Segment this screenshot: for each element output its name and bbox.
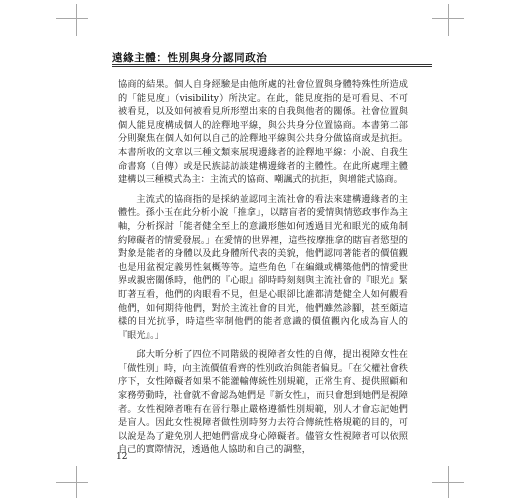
crop-mark-bottom-right-h	[432, 482, 464, 483]
crop-mark-bottom-left-h	[56, 482, 88, 483]
crop-mark-top-right-h	[432, 18, 464, 19]
crop-mark-top-left-v	[76, 4, 77, 36]
paragraph: 協商的結果。個人自身經驗是由他所處的社會位置與身體特殊性所造成的「能見度」（visibility）所決定。在此，能見度指的是可看見、不可被看見，以及如何被看見所形塑出來的自我與他者的關係。社會位置與個人能見度構成個人的詮釋地平線，與公共身分位置協商。本書第二部分則聚焦在個人如何以自己的詮釋地平線與公共身分做協商或是抗拒。本書所收的文章以三種文類來展現邊緣者的詮釋地平線：小說、自我生命書寫（自傳）或是民族誌訪談建構邊緣者的主體性。在此所處理主體建構以三種模式為主：主流式的協商、嘲諷式的抗拒，與增能式協商。	[118, 79, 408, 186]
paragraph: 邱大昕分析了四位不同階級的視障者女性的自傳，提出視障女性在「做性別」時，向主流價值看齊的性別政治與能者偏見。「在父權社會秩序下，女性障礙者如果不能灌輸傳統性別規範，正常生育、提供照顧和家務勞動時，社會就不會認為她們是『新女性』，而只會想到她們是視障者。女性視障者唯有在晉行舉止嚴格遵循性別規範，別人才會忘記她們是盲人。因此女性視障者做性別時努力去符合傳統性格規範的目的，可以說是為了避免別人把她們當成身心障礙者。儘管女性視障者可以依照自己的實際情況，透過他人協助和自己的調整，	[118, 349, 408, 456]
running-header-title: 遠緣主體：性別與身分認同政治	[112, 52, 268, 64]
body-text	[118, 78, 408, 457]
crop-mark-top-right-v	[448, 4, 449, 36]
header-rule-bottom	[112, 66, 432, 67]
crop-mark-top-left-h	[56, 18, 88, 19]
header-rule-top	[112, 64, 432, 65]
page-number: 12	[116, 452, 128, 462]
paragraph: 主流式的協商指的是採納並認同主流社會的看法來建構邊緣者的主體性。孫小玉在此分析小說「推拿」，以瞎盲者的愛情與情慾政事作為主軸，分析探討「能者健全至上的意識形態如何透過目光和眼光的威角制約障礙者的情愛發展。」在愛情的世界裡，這些按摩推拿的瞎盲者慾望的對象是能者的身體以及此身體所代表的美貌，他們認同著能者的價值觀也是用盆視定義男性氣概等等。這些角色「在編織或構築他們的情愛世界或親密關係時，他們的『心眼』卻時時刻刻與主流社會的『眼光』緊盯著互看，他們的肉眼看不見，但是心眼卻比誰都清楚健全人如何觀看他們，如何期待他們，對於主流社會的目光，他們雖然診腳，甚至頗這樣的目光抗爭，時這些宰制他們的能者意識的價值觀內化成為盲人的『眼光』。」	[118, 193, 408, 341]
